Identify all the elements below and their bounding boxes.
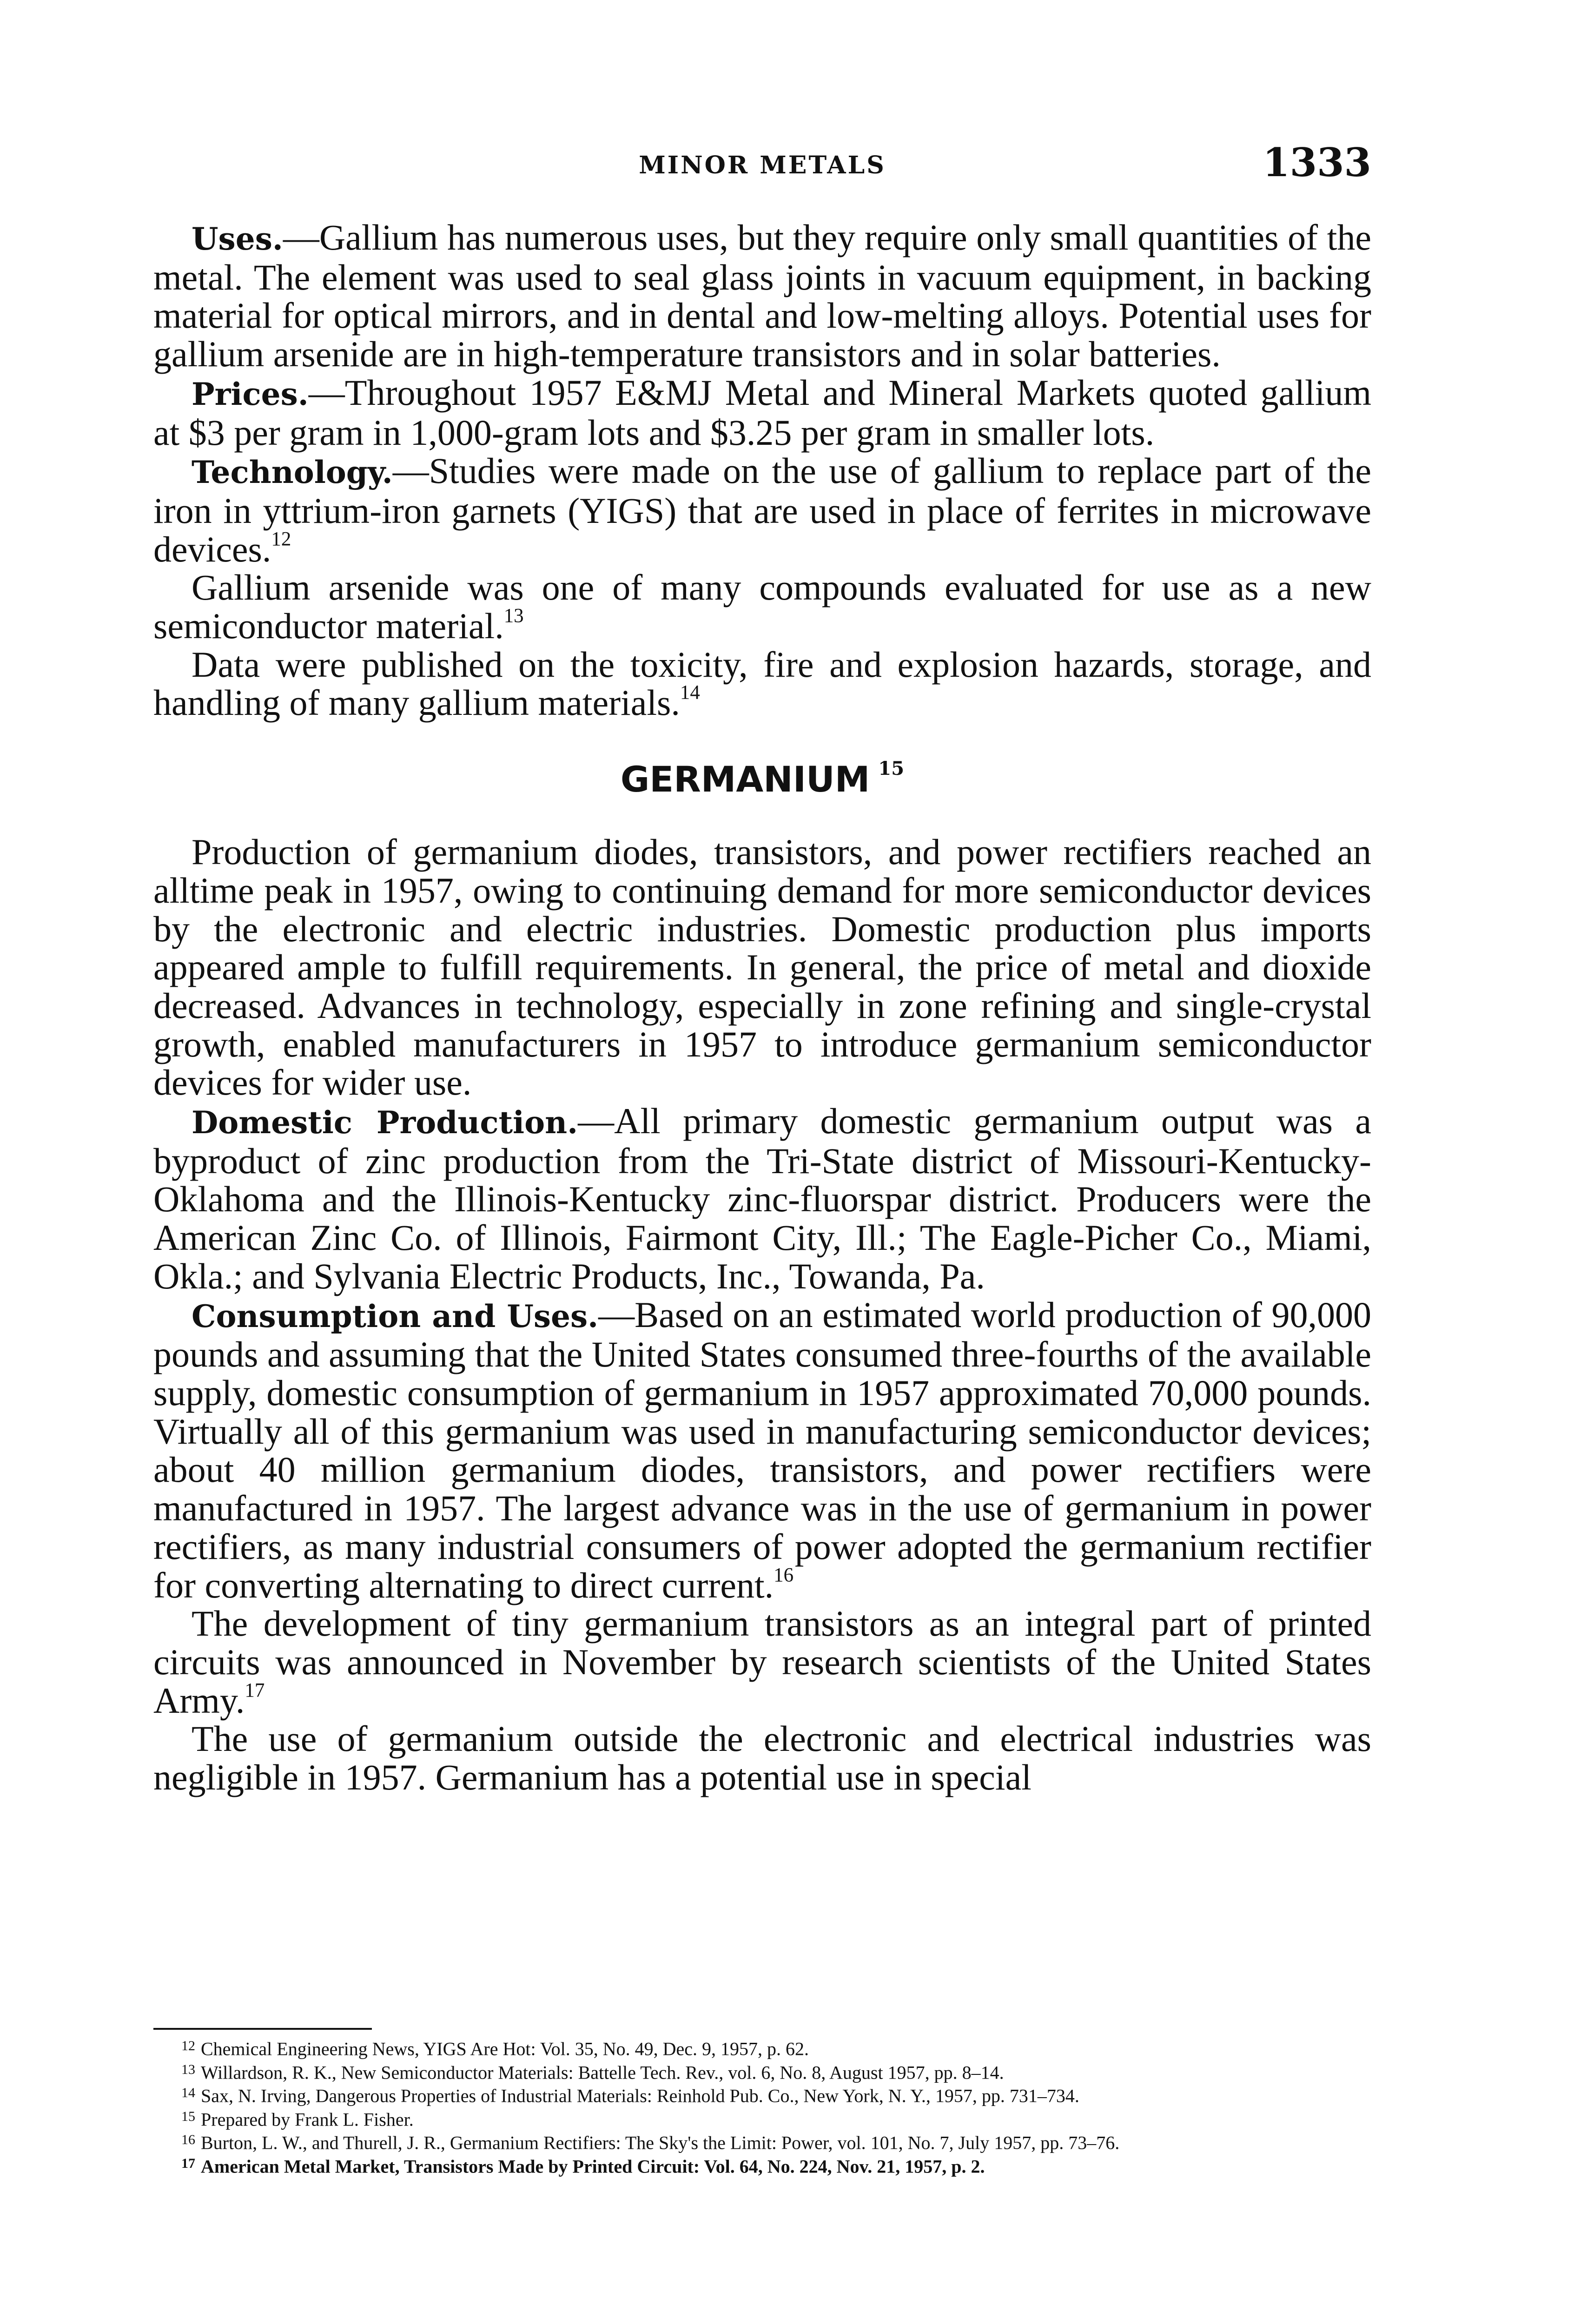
run-in-heading-consumption: Consumption and Uses. xyxy=(192,1298,599,1334)
footnote-ref: 13 xyxy=(503,605,524,627)
paragraph-germanium-intro xyxy=(153,833,1371,1102)
paragraph-gallium-prices xyxy=(153,374,1371,452)
footnote-14 xyxy=(153,2083,1371,2106)
footnote-number: 13 xyxy=(181,2061,195,2077)
paragraph-text: Production of germanium diodes, transistors, and power rectifiers reached an alltime peak in 1957, owing to continuing demand for more semiconductor devices by the electronic and electric industries. Domestic production plus imports appeared ample to fulfill requirements. In general, the price of metal and dioxide decreased. Advances in technology, especially in zone refining and single-crystal growth, enabled manufacturers in 1957 to introduce germanium semiconductor devices for wider use. xyxy=(153,832,1371,1103)
section-heading-germanium xyxy=(153,759,1371,800)
paragraph-text: —Studies were made on the use of gallium to replace part of the iron in yttrium-iron garnets (YIGS) that are used in place of ferrites in microwave devices. xyxy=(153,450,1371,569)
running-title: MINOR METALS xyxy=(639,151,886,179)
run-in-heading-prices: Prices. xyxy=(192,376,309,412)
footnote-16 xyxy=(153,2130,1371,2153)
footnote-number: 14 xyxy=(181,2085,195,2100)
footnote-ref: 16 xyxy=(774,1564,794,1586)
page-header xyxy=(153,139,1371,191)
footnote-ref: 17 xyxy=(245,1679,265,1702)
paragraph-text: The use of germanium outside the electronic and electrical industries was negligible in 1957. Germanium has a potential use in special xyxy=(153,1718,1371,1798)
footnote-ref: 14 xyxy=(680,682,700,704)
footnote-17 xyxy=(153,2153,1371,2177)
paragraph-gallium-uses xyxy=(153,218,1371,374)
footnote-divider xyxy=(153,2028,372,2030)
footnote-ref: 12 xyxy=(271,528,291,550)
footnote-number: 17 xyxy=(181,2155,195,2171)
run-in-heading-uses: Uses. xyxy=(192,221,283,257)
footnote-number: 12 xyxy=(181,2038,195,2053)
paragraph-text: Gallium arsenide was one of many compounds evaluated for use as a new semiconductor material. xyxy=(153,567,1371,647)
run-in-heading-domestic-production: Domestic Production. xyxy=(192,1104,578,1141)
footnote-text: American Metal Market, Transistors Made by Printed Circuit: Vol. 64, No. 224, Nov. 21, 1957, p. 2. xyxy=(201,2156,985,2177)
footnote-number: 16 xyxy=(181,2132,195,2147)
paragraph-gallium-technology xyxy=(153,452,1371,568)
run-in-heading-technology: Technology. xyxy=(192,454,393,491)
footnote-ref: 15 xyxy=(878,758,905,780)
paragraph-text: —Based on an estimated world production of 90,000 pounds and assuming that the United States consumed three-fourths of the available supply, domestic consumption of germanium in 1957 approximated 70,000 pounds. Virtually all of this germanium was used in manufacturing semiconductor devices; about 40 million germanium diodes, transistors, and power rectifiers were manufactured in 1957. The largest advance was in the use of germanium in power rectifiers, as many industrial consumers of power adopted the germanium rectifier for converting alternating to direct current. xyxy=(153,1294,1371,1605)
paragraph-germanium-domestic xyxy=(153,1102,1371,1296)
footnote-text: Chemical Engineering News, YIGS Are Hot: Vol. 35, No. 49, Dec. 9, 1957, p. 62. xyxy=(201,2038,809,2060)
paragraph-text: —Throughout 1957 E&MJ Metal and Mineral Markets quoted gallium at $3 per gram in 1,000-gram lots and $3.25 per gram in smaller lots. xyxy=(153,372,1371,453)
footnote-text: Burton, L. W., and Thurell, J. R., Germanium Rectifiers: The Sky's the Limit: Power, vol. 101, No. 7, July 1957, pp. 73–76. xyxy=(201,2132,1120,2153)
footnote-12 xyxy=(153,2036,1371,2060)
page-number: 1333 xyxy=(1263,139,1371,185)
paragraph-germanium-development xyxy=(153,1604,1371,1720)
footnote-text: Willardson, R. K., New Semiconductor Materials: Battelle Tech. Rev., vol. 6, No. 8, August 1957, pp. 8–14. xyxy=(201,2062,1004,2083)
footnote-text: Prepared by Frank L. Fisher. xyxy=(201,2109,414,2130)
paragraph-text: Data were published on the toxicity, fire and explosion hazards, storage, and handling of many gallium materials. xyxy=(153,644,1371,723)
paragraph-germanium-outside xyxy=(153,1720,1371,1796)
paragraph-text: —Gallium has numerous uses, but they require only small quantities of the metal. The element was used to seal glass joints in vacuum equipment, in backing material for optical mirrors, and in dental and low-melting alloys. Potential uses for gallium arsenide are in high-temperature transistors and in solar batteries. xyxy=(153,217,1371,375)
footnote-text: Sax, N. Irving, Dangerous Properties of Industrial Materials: Reinhold Pub. Co., New York, N. Y., 1957, pp. 731–734. xyxy=(201,2085,1079,2106)
paragraph-text: The development of tiny germanium transistors as an integral part of printed circuits was announced in November by research scientists of the United States Army. xyxy=(153,1603,1371,1721)
paragraph-germanium-consumption xyxy=(153,1296,1371,1605)
body-text xyxy=(153,218,1371,1797)
paragraph-gallium-arsenide xyxy=(153,568,1371,645)
section-heading-text: GERMANIUM xyxy=(620,759,870,800)
footnotes xyxy=(153,2036,1371,2177)
footnote-number: 15 xyxy=(181,2108,195,2124)
footnote-13 xyxy=(153,2060,1371,2083)
paragraph-text: —All primary domestic germanium output was a byproduct of zinc production from the Tri-State district of Missouri-Kentucky-Oklahoma and the Illinois-Kentucky zinc-fluorspar district. Producers were the American Zinc Co. of Illinois, Fairmont City, Ill.; The Eagle-Picher Co., Miami, Okla.; and Sylvania Electric Products, Inc., Towanda, Pa. xyxy=(153,1101,1372,1296)
footnote-15 xyxy=(153,2106,1371,2130)
paragraph-gallium-data xyxy=(153,646,1371,722)
